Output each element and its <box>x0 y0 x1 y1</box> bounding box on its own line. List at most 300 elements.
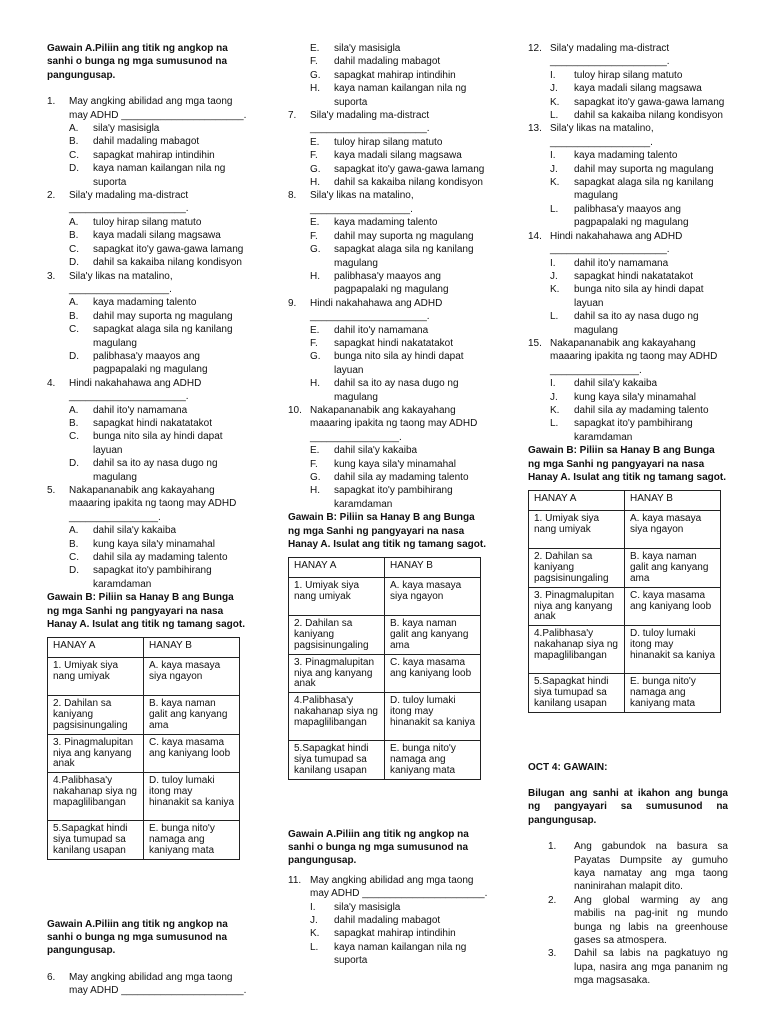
matching-table <box>47 637 240 859</box>
choice-text: dahil madaling mabagot <box>93 136 200 148</box>
item-text: Ang gabundok na basura sa Payatas Dumpsite ay gumuho kaya namatay ang mga taong naninirahan malapit dito. <box>574 841 728 893</box>
effect-cell: E. bunga nito'y namaga ang kaniyang mata <box>144 821 240 859</box>
choice-letter: G. <box>310 244 321 256</box>
choice-text: sapagkat hindi nakatatakot <box>334 337 453 349</box>
question-text: Sila'y likas na matalino, <box>310 190 414 202</box>
column-a-header: HANAY A <box>529 491 625 511</box>
choice-text: sapagkat alaga sila ng kanilang magulang <box>574 177 714 202</box>
choice-letter: L. <box>550 203 559 215</box>
choice-text: sapagkat mahirap intindihin <box>93 149 215 161</box>
choice-text: dahil may suporta ng magulang <box>334 230 474 242</box>
table-row <box>529 674 721 712</box>
choice-text: tuloy hirap silang matuto <box>574 69 683 81</box>
choice-letter: G. <box>310 69 321 81</box>
choice-text: kaya naman kailangan nila ng suporta <box>93 163 226 188</box>
item-text: Dahil sa labis na pagkatuyo ng lupa, nasira ang mga pananim ng mga magsasaka. <box>574 948 728 987</box>
choice-text: tuloy hirap silang matuto <box>93 216 202 228</box>
table-row <box>48 734 240 772</box>
effect-cell: C. kaya masama ang kaniyang loob <box>385 654 481 692</box>
choice-item <box>288 337 488 350</box>
choice-item <box>47 162 247 189</box>
choice-item <box>288 350 488 377</box>
activity-b-heading: Gawain B: Piliin sa Hanay B ang Bunga ng mga Sanhi ng pangyayari na nasa Hanay A. Isulat ang titik ng tamang sagot. <box>288 512 486 551</box>
choice-letter: B. <box>69 136 79 148</box>
activity-b-heading: Gawain B: Piliin sa Hanay B ang Bunga ng mga Sanhi ng pangyayari na nasa Hanay A. Isulat ang titik ng tamang sagot. <box>528 445 726 483</box>
choice-letter: F. <box>310 230 318 242</box>
choice-letter: B. <box>69 538 79 550</box>
choice-item <box>288 324 488 337</box>
choice-letter: I. <box>550 378 556 390</box>
question-text: Hindi nakahahawa ang ADHD <box>550 230 683 242</box>
question-6 <box>47 971 247 998</box>
choice-letter: L. <box>550 311 559 323</box>
choice-letter: E. <box>310 324 320 336</box>
question-12 <box>528 42 728 122</box>
choice-item <box>47 149 247 162</box>
choice-letter: H. <box>310 485 320 497</box>
choice-letter: L. <box>310 941 319 953</box>
choice-item <box>288 444 488 457</box>
column-2 <box>288 42 488 968</box>
answer-blank: _____________________. <box>310 311 430 323</box>
choice-letter: J. <box>310 915 318 927</box>
effect-cell: B. kaya naman galit ang kanyang ama <box>625 549 721 587</box>
choice-text: kung kaya sila'y minamahal <box>334 458 456 470</box>
choice-letter: E. <box>310 445 320 457</box>
choice-item <box>288 941 488 968</box>
choice-letter: I. <box>550 150 556 162</box>
table-header-row <box>48 638 240 658</box>
matching-table <box>528 490 721 712</box>
cause-cell: 5.Sapagkat hindi siya tumupad sa kanilang usapan <box>48 821 144 859</box>
column-b-header: HANAY B <box>385 558 481 578</box>
choice-item <box>288 69 488 82</box>
cause-cell: 3. Pinagmalupitan niya ang kanyang anak <box>289 654 385 692</box>
question-stem <box>288 404 488 431</box>
continued-choices <box>288 42 488 109</box>
answer-blank: ________________. <box>310 431 402 443</box>
choice-text: dahil sa kakaiba nilang kondisyon <box>334 177 483 189</box>
column-a-header: HANAY A <box>289 558 385 578</box>
exercise-item <box>528 894 728 948</box>
choice-letter: I. <box>310 901 316 913</box>
matching-table-2 <box>288 557 488 779</box>
answer-blank: _____________________. <box>69 391 189 403</box>
choice-text: kaya madaming talento <box>93 297 197 309</box>
choice-text: palibhasa'y maayos ang pagpapalaki ng magulang <box>574 203 689 229</box>
table-row <box>289 693 481 741</box>
question-number: 4. <box>47 377 56 389</box>
item-number: 2. <box>548 894 557 906</box>
choice-letter: B. <box>69 310 79 322</box>
question-stem <box>47 484 247 511</box>
choice-text: kaya naman kailangan nila ng suporta <box>334 83 467 108</box>
answer-blank: ________________. <box>550 364 642 376</box>
choice-item <box>528 310 728 337</box>
choice-item <box>47 417 247 430</box>
choice-letter: D. <box>69 350 79 362</box>
question-1 <box>47 95 247 189</box>
cause-cell: 4.Palibhasa'y nakahanap siya ng mapaglilibangan <box>289 693 385 741</box>
question-stem <box>47 189 247 202</box>
choice-text: sapagkat hindi nakatatakot <box>574 270 693 282</box>
choice-item <box>47 243 247 256</box>
question-stem <box>528 42 728 55</box>
table-row <box>289 616 481 654</box>
choice-letter: J. <box>550 391 558 403</box>
answer-blank: _____________________. <box>310 123 430 135</box>
effect-cell: C. kaya masama ang kaniyang loob <box>625 587 721 625</box>
choice-text: dahil sila'y kakaiba <box>574 378 658 390</box>
effect-cell: D. tuloy lumaki itong may hinanakit sa kaniya <box>625 626 721 674</box>
choice-letter: H. <box>310 378 320 390</box>
answer-blank: ________________. <box>69 511 161 523</box>
choice-item <box>288 55 488 68</box>
choice-text: kaya madaming talento <box>574 150 678 162</box>
question-number: 10. <box>288 404 302 416</box>
choice-item <box>288 136 488 149</box>
choice-text: kung kaya sila'y minamahal <box>574 391 696 403</box>
column-1 <box>47 42 247 998</box>
cause-cell: 4.Palibhasa'y nakahanap siya ng mapaglilibangan <box>529 626 625 674</box>
question-text: Sila'y likas na matalino, <box>69 270 173 282</box>
choice-item <box>528 82 728 95</box>
choice-letter: H. <box>310 270 320 282</box>
question-text: Nakapananabik ang kakayahang maaaring ipakita ng taong may ADHD <box>550 337 718 363</box>
question-5 <box>47 484 247 591</box>
table-row <box>48 773 240 821</box>
choice-item <box>528 270 728 283</box>
choice-letter: H. <box>310 83 320 95</box>
cause-cell: 2. Dahilan sa kaniyang pagsisinungaling <box>289 616 385 654</box>
choice-item <box>288 149 488 162</box>
oct-heading: OCT 4: GAWAIN: <box>528 761 608 773</box>
question-8 <box>288 189 488 296</box>
cause-cell: 4.Palibhasa'y nakahanap siya ng mapaglilibangan <box>48 773 144 821</box>
choice-letter: F. <box>310 458 318 470</box>
choice-item <box>288 927 488 940</box>
choice-text: dahil sa kakaiba nilang kondisyon <box>574 110 723 122</box>
cause-cell: 5.Sapagkat hindi siya tumupad sa kanilang usapan <box>529 674 625 712</box>
question-10 <box>288 404 488 511</box>
effect-cell: E. bunga nito'y namaga ang kaniyang mata <box>625 674 721 712</box>
choice-item <box>288 82 488 109</box>
choice-letter: A. <box>69 297 79 309</box>
question-stem <box>288 189 488 202</box>
choice-item <box>528 377 728 390</box>
question-stem <box>528 122 728 135</box>
question-text: Sila'y madaling ma-distract <box>310 110 430 122</box>
choice-item <box>288 176 488 189</box>
choice-text: palibhasa'y maayos ang pagpapalaki ng magulang <box>334 270 449 296</box>
question-text: Hindi nakahahawa ang ADHD <box>69 377 202 389</box>
question-text: Nakapananabik ang kakayahang maaaring ipakita ng taong may ADHD <box>69 485 237 510</box>
activity-a-heading: Gawain A.Piliin ang titik ng angkop na sanhi o bunga ng mga sumusunod na pangungusap. <box>47 43 228 81</box>
choice-text: sila'y masisigla <box>334 901 401 913</box>
question-3 <box>47 270 247 377</box>
choice-item <box>47 430 247 457</box>
question-number: 8. <box>288 190 297 202</box>
question-stem <box>47 971 247 998</box>
table-row <box>289 654 481 692</box>
question-number: 3. <box>47 270 56 282</box>
effect-cell: D. tuloy lumaki itong may hinanakit sa kaniya <box>144 773 240 821</box>
choice-letter: C. <box>69 324 79 336</box>
choice-item <box>528 283 728 310</box>
table-row <box>529 549 721 587</box>
choice-letter: G. <box>310 351 321 363</box>
choice-item <box>288 270 488 297</box>
table-row <box>289 741 481 779</box>
choice-text: bunga nito sila ay hindi dapat layuan <box>574 284 704 309</box>
choice-item <box>528 203 728 230</box>
choice-text: kung kaya sila'y minamahal <box>93 538 215 550</box>
cause-cell: 1. Umiyak siya nang umiyak <box>529 511 625 549</box>
choice-letter: B. <box>69 417 79 429</box>
question-text: Sila'y madaling ma-distract <box>550 43 670 54</box>
choice-text: dahil sa ito ay nasa dugo ng magulang <box>574 311 699 336</box>
choice-item <box>528 109 728 122</box>
choice-item <box>528 69 728 82</box>
answer-blank: _____________________. <box>69 203 189 215</box>
effect-cell: B. kaya naman galit ang kanyang ama <box>144 696 240 734</box>
choice-letter: G. <box>310 472 321 483</box>
choice-item <box>47 457 247 484</box>
choice-text: dahil sila'y kakaiba <box>334 445 418 457</box>
cause-cell: 2. Dahilan sa kaniyang pagsisinungaling <box>529 549 625 587</box>
question-number: 12. <box>528 43 542 54</box>
effect-cell: B. kaya naman galit ang kanyang ama <box>385 616 481 654</box>
choice-item <box>288 377 488 404</box>
answer-blank: __________________. <box>69 283 172 295</box>
choice-item <box>288 914 488 927</box>
choice-item <box>528 391 728 404</box>
table-header-row <box>289 558 481 578</box>
question-stem <box>47 95 247 122</box>
choice-letter: F. <box>310 150 318 162</box>
choice-letter: K. <box>310 928 320 940</box>
question-number: 15. <box>528 337 542 349</box>
cause-cell: 1. Umiyak siya nang umiyak <box>48 658 144 696</box>
choice-item <box>47 216 247 229</box>
choice-letter: K. <box>550 177 560 189</box>
choice-text: sapagkat mahirap intindihin <box>334 69 456 81</box>
effect-cell: C. kaya masama ang kaniyang loob <box>144 734 240 772</box>
question-stem <box>288 109 488 122</box>
choice-text: sapagkat alaga sila ng kanilang magulang <box>93 324 233 349</box>
choice-item <box>47 256 247 269</box>
question-number: 5. <box>47 485 56 496</box>
choice-item <box>288 901 488 914</box>
matching-table-1 <box>47 637 247 859</box>
answer-blank: _____________________. <box>550 56 670 68</box>
table-row <box>289 578 481 616</box>
cause-cell: 3. Pinagmalupitan niya ang kanyang anak <box>48 734 144 772</box>
choice-letter: C. <box>69 243 79 255</box>
choice-letter: F. <box>310 337 318 349</box>
table-row <box>529 626 721 674</box>
choice-item <box>47 551 247 564</box>
question-text: May angking abilidad ang mga taong may ADHD ______________________. <box>310 874 488 900</box>
effect-cell: A. kaya masaya siya ngayon <box>625 511 721 549</box>
column-a-header: HANAY A <box>48 638 144 658</box>
choice-letter: D. <box>69 458 79 470</box>
choice-text: sapagkat ito'y gawa-gawa lamang <box>574 96 725 108</box>
choice-item <box>528 163 728 176</box>
choice-text: bunga nito sila ay hindi dapat layuan <box>334 351 464 376</box>
choice-letter: G. <box>310 163 321 175</box>
question-4 <box>47 377 247 484</box>
choice-text: dahil madaling mabagot <box>334 56 441 68</box>
answer-blank: __________________. <box>310 203 413 215</box>
choice-letter: C. <box>69 149 79 161</box>
choice-text: sapagkat ito'y pambihirang karamdaman <box>93 565 212 590</box>
question-2 <box>47 189 247 269</box>
effect-cell: A. kaya masaya siya ngayon <box>385 578 481 616</box>
table-row <box>48 696 240 734</box>
choice-text: kaya madali silang magsawa <box>93 230 221 242</box>
choice-item <box>528 96 728 109</box>
question-text: May angking abilidad ang mga taong may ADHD ______________________. <box>69 971 247 997</box>
question-number: 6. <box>47 971 56 983</box>
choice-text: dahil ito'y namamana <box>93 404 188 416</box>
choice-letter: I. <box>550 257 556 269</box>
choice-letter: L. <box>550 110 559 122</box>
choice-letter: E. <box>310 136 320 148</box>
choice-letter: D. <box>69 257 79 269</box>
cause-cell: 5.Sapagkat hindi siya tumupad sa kanilang usapan <box>289 741 385 779</box>
question-text: Hindi nakahahawa ang ADHD <box>310 297 443 309</box>
choice-text: dahil sa ito ay nasa dugo ng magulang <box>334 378 459 403</box>
choice-text: kaya naman kailangan nila ng suporta <box>334 941 467 967</box>
matching-table <box>288 557 481 779</box>
choice-item <box>47 296 247 309</box>
choice-item <box>288 42 488 55</box>
choice-text: dahil madaling mabagot <box>334 915 441 927</box>
choice-item <box>288 243 488 270</box>
item-number: 3. <box>548 948 557 960</box>
cause-cell: 2. Dahilan sa kaniyang pagsisinungaling <box>48 696 144 734</box>
choice-text: sapagkat ito'y gawa-gawa lamang <box>334 163 485 175</box>
question-15 <box>528 337 728 444</box>
choice-letter: D. <box>69 565 79 577</box>
choice-letter: I. <box>550 69 556 81</box>
choice-item <box>47 310 247 323</box>
choice-text: bunga nito sila ay hindi dapat layuan <box>93 431 223 456</box>
choice-text: dahil sila ay madaming talento <box>93 552 228 564</box>
choice-text: dahil sa kakaiba nilang kondisyon <box>93 257 242 269</box>
choice-item <box>47 135 247 148</box>
choice-letter: H. <box>310 177 320 189</box>
choice-letter: D. <box>69 163 79 175</box>
choice-item <box>288 216 488 229</box>
question-number: 1. <box>47 96 56 108</box>
choice-item <box>288 458 488 471</box>
choice-text: sapagkat mahirap intindihin <box>334 928 456 940</box>
choice-item <box>288 163 488 176</box>
choice-text: dahil sila ay madaming talento <box>334 472 469 483</box>
choice-item <box>528 176 728 203</box>
choice-letter: B. <box>69 230 79 242</box>
instruction-heading: Bilugan ang sanhi at ikahon ang bunga ng pangyayari sa sumusunod na pangungusap. <box>528 787 728 826</box>
choice-letter: J. <box>550 270 558 282</box>
choice-text: sila'y masisigla <box>93 123 160 135</box>
choice-item <box>47 524 247 537</box>
answer-blank: __________________. <box>550 136 653 148</box>
choice-item <box>47 122 247 135</box>
question-number: 2. <box>47 190 56 202</box>
question-14 <box>528 230 728 337</box>
question-stem <box>288 297 488 310</box>
choice-text: palibhasa'y maayos ang pagpapalaki ng magulang <box>93 350 208 376</box>
choice-letter: K. <box>550 284 560 296</box>
choice-text: dahil ito'y namamana <box>334 324 429 336</box>
question-number: 9. <box>288 297 297 309</box>
choice-text: sapagkat ito'y gawa-gawa lamang <box>93 243 244 255</box>
choice-letter: A. <box>69 404 79 416</box>
question-number: 7. <box>288 110 297 122</box>
question-text: May angking abilidad ang mga taong may ADHD ______________________. <box>69 96 247 121</box>
column-b-header: HANAY B <box>144 638 240 658</box>
choice-text: kaya madali silang magsawa <box>574 83 702 95</box>
question-11 <box>288 874 488 968</box>
choice-item <box>288 230 488 243</box>
choice-item <box>288 471 488 484</box>
question-number: 13. <box>528 123 542 135</box>
question-stem <box>47 270 247 283</box>
choice-item <box>528 404 728 417</box>
choice-text: dahil may suporta ng magulang <box>574 163 714 175</box>
table-row <box>48 658 240 696</box>
item-number: 1. <box>548 841 557 853</box>
choice-text: dahil ito'y namamana <box>574 257 669 269</box>
choice-letter: A. <box>69 525 79 537</box>
activity-a-heading: Gawain A.Piliin ang titik ng angkop na sanhi o bunga ng mga sumusunod na pangungusap. <box>288 828 469 867</box>
choice-letter: E. <box>310 217 320 229</box>
table-row <box>48 821 240 859</box>
question-stem <box>528 230 728 243</box>
choice-text: kaya madaming talento <box>334 217 438 229</box>
choice-text: dahil sila ay madaming talento <box>574 404 709 416</box>
choice-item <box>528 417 728 444</box>
question-7 <box>288 109 488 189</box>
question-text: Nakapananabik ang kakayahang maaaring ipakita ng taong may ADHD <box>310 404 478 430</box>
question-number: 14. <box>528 230 542 242</box>
question-9 <box>288 297 488 404</box>
choice-letter: K. <box>550 404 560 416</box>
choice-letter: F. <box>310 56 318 68</box>
choice-item <box>47 404 247 417</box>
choice-text: dahil sa ito ay nasa dugo ng magulang <box>93 458 218 483</box>
cause-cell: 1. Umiyak siya nang umiyak <box>289 578 385 616</box>
oct-items <box>528 840 728 987</box>
exercise-item <box>528 947 728 987</box>
question-text: Sila'y likas na matalino, <box>550 123 654 135</box>
question-stem <box>528 337 728 364</box>
choice-text: sapagkat ito'y pambihirang karamdaman <box>334 485 453 510</box>
choice-letter: A. <box>69 216 79 228</box>
activity-a-heading-repeat: Gawain A.Piliin ang titik ng angkop na sanhi o bunga ng mga sumusunod na pangungusap. <box>47 918 228 957</box>
question-number: 11. <box>288 874 302 886</box>
column-3 <box>528 42 728 988</box>
choice-text: sapagkat ito'y pambihirang karamdaman <box>574 418 693 443</box>
choice-letter: A. <box>69 123 79 135</box>
choice-item <box>47 323 247 350</box>
table-header-row <box>529 491 721 511</box>
activity-b-heading: Gawain B: Piliin sa Hanay B ang Bunga ng mga Sanhi ng pangyayari na nasa Hanay A. Isulat ang titik ng tamang sagot. <box>47 592 245 631</box>
choice-item <box>47 350 247 377</box>
choice-letter: L. <box>550 418 559 430</box>
